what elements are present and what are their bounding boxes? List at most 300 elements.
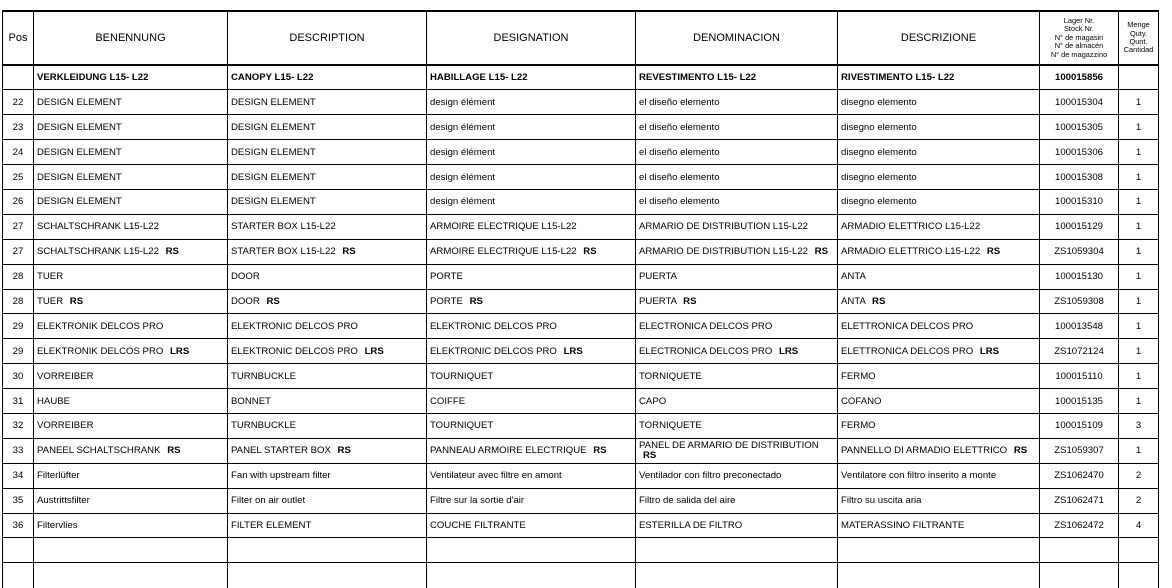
variant-badge: RS [1013, 445, 1028, 457]
cell-text: FERMO [841, 420, 876, 432]
cell-it [838, 513, 1040, 538]
variant-badge: RS [593, 445, 607, 457]
header-benennung: BENENNUNG [34, 11, 228, 65]
cell-text: ELETTRONICA DELCOS PRO [841, 345, 974, 357]
empty-row [3, 538, 1159, 563]
cell-pos: 22 [3, 90, 34, 115]
cell-de [34, 389, 228, 414]
variant-badge: RS [337, 445, 351, 457]
cell-text: design élément [430, 121, 496, 133]
title-pos [3, 65, 34, 90]
cell-text: PANEL DE ARMARIO DE DISTRIBUTION [639, 439, 819, 451]
cell-it [838, 339, 1040, 364]
empty-cell [1119, 538, 1159, 563]
empty-cell [3, 538, 34, 563]
cell-quantity: 1 [1119, 314, 1159, 339]
title-es: REVESTIMENTO L15- L22 [636, 65, 838, 90]
cell-text: SCHALTSCHRANK L15-L22 [37, 246, 159, 258]
cell-text: ELETTRONICA DELCOS PRO [841, 320, 974, 332]
cell-text: el diseño elemento [639, 146, 720, 158]
cell-quantity: 1 [1119, 140, 1159, 165]
cell-es [636, 339, 838, 364]
cell-text: el diseño elemento [639, 196, 720, 208]
cell-it [838, 314, 1040, 339]
empty-cell [3, 563, 34, 588]
cell-quantity: 1 [1119, 364, 1159, 389]
cell-de [34, 488, 228, 513]
cell-it [838, 389, 1040, 414]
cell-fr [427, 513, 636, 538]
cell-text: DESIGN ELEMENT [37, 121, 122, 133]
table-row [3, 389, 1159, 414]
cell-stock-number: ZS1062470 [1040, 463, 1119, 488]
title-en: CANOPY L15- L22 [228, 65, 427, 90]
cell-text: design élément [430, 96, 496, 108]
cell-en [228, 513, 427, 538]
cell-text: ARMARIO DE DISTRIBUTION L15-L22 [639, 245, 808, 257]
variant-badge: LRS [170, 345, 190, 357]
cell-de [34, 115, 228, 140]
cell-fr [427, 364, 636, 389]
variant-badge: RS [814, 245, 828, 257]
cell-en [228, 463, 427, 488]
cell-pos: 27 [3, 239, 34, 264]
cell-en [228, 438, 427, 463]
cell-stock-number: ZS1059304 [1040, 239, 1119, 264]
cell-de [34, 463, 228, 488]
cell-text: TOURNIQUET [430, 420, 494, 432]
cell-text: STARTER BOX L15-L22 [231, 246, 336, 258]
cell-quantity: 1 [1119, 189, 1159, 214]
header-designation: DESIGNATION [427, 11, 636, 65]
cell-text: ARMADIO ELETTRICO L15-L22 [841, 221, 981, 233]
cell-stock-number: ZS1059308 [1040, 289, 1119, 314]
cell-text: DESIGN ELEMENT [231, 121, 316, 133]
cell-text: COUCHE FILTRANTE [430, 519, 526, 531]
cell-fr [427, 339, 636, 364]
cell-pos: 23 [3, 115, 34, 140]
table-row [3, 488, 1159, 513]
cell-fr [427, 488, 636, 513]
cell-text: FILTER ELEMENT [231, 519, 312, 531]
header-qty-line: Qunt. [1129, 37, 1148, 46]
cell-text: ARMOIRE ELECTRIQUE L15-L22 [430, 221, 577, 233]
table-row [3, 90, 1159, 115]
cell-pos: 28 [3, 264, 34, 289]
cell-es [636, 165, 838, 190]
cell-fr [427, 165, 636, 190]
cell-es [636, 389, 838, 414]
header-pos: Pos [3, 11, 34, 65]
cell-pos: 27 [3, 214, 34, 239]
cell-it [838, 264, 1040, 289]
variant-badge: RS [643, 449, 657, 461]
cell-es [636, 189, 838, 214]
cell-fr [427, 115, 636, 140]
cell-text: design élément [430, 146, 496, 158]
cell-text: DESIGN ELEMENT [37, 96, 122, 108]
cell-es [636, 264, 838, 289]
cell-stock-number: 100015129 [1040, 214, 1119, 239]
cell-en [228, 189, 427, 214]
cell-quantity: 1 [1119, 214, 1159, 239]
cell-de [34, 140, 228, 165]
header-qty-line: Menge [1127, 20, 1150, 30]
header-descrizione: DESCRIZIONE [838, 11, 1040, 65]
cell-text: disegno elemento [841, 121, 917, 133]
cell-stock-number: 100015308 [1040, 165, 1119, 190]
cell-es [636, 214, 838, 239]
cell-it [838, 438, 1040, 463]
cell-pos: 24 [3, 140, 34, 165]
table-row [3, 314, 1159, 339]
cell-text: FERMO [841, 370, 876, 382]
cell-de [34, 314, 228, 339]
cell-stock-number: 100015306 [1040, 140, 1119, 165]
cell-it [838, 463, 1040, 488]
parts-table [2, 10, 1159, 588]
cell-text: disegno elemento [841, 96, 917, 108]
cell-text: TORNIQUETE [639, 420, 702, 432]
cell-it [838, 488, 1040, 513]
cell-text: ELEKTRONIC DELCOS PRO [231, 345, 358, 357]
cell-text: ESTERILLA DE FILTRO [639, 519, 743, 531]
cell-text: DESIGN ELEMENT [231, 171, 316, 183]
variant-badge: LRS [364, 345, 384, 357]
header-stock-number [1040, 11, 1119, 65]
header-stock-line: Stock Nr. [1064, 24, 1094, 34]
cell-pos: 31 [3, 389, 34, 414]
cell-de [34, 189, 228, 214]
cell-text: Filtre sur la sortie d'air [430, 495, 525, 507]
cell-en [228, 115, 427, 140]
table-row [3, 289, 1159, 314]
title-qty [1119, 65, 1159, 90]
cell-de [34, 165, 228, 190]
cell-text: Fan with upstream filter [231, 470, 331, 482]
table-row [3, 214, 1159, 239]
variant-badge: RS [342, 246, 356, 258]
cell-text: MATERASSINO FILTRANTE [841, 519, 965, 531]
cell-quantity: 4 [1119, 513, 1159, 538]
cell-pos: 29 [3, 314, 34, 339]
header-row [3, 11, 1159, 65]
empty-cell [427, 563, 636, 588]
cell-stock-number: ZS1062472 [1040, 513, 1119, 538]
cell-fr [427, 90, 636, 115]
cell-text: VORREIBER [37, 370, 94, 382]
cell-text: COFANO [841, 395, 882, 407]
empty-cell [1119, 563, 1159, 588]
cell-fr [427, 189, 636, 214]
variant-badge: RS [469, 295, 483, 307]
cell-de [34, 264, 228, 289]
cell-text: PANNEAU ARMOIRE ELECTRIQUE [430, 445, 587, 457]
cell-pos: 29 [3, 339, 34, 364]
table-row [3, 339, 1159, 364]
cell-text: ELEKTRONIC DELCOS PRO [430, 320, 557, 332]
empty-cell [838, 538, 1040, 563]
cell-pos: 28 [3, 289, 34, 314]
cell-en [228, 239, 427, 264]
cell-es [636, 488, 838, 513]
cell-es [636, 364, 838, 389]
header-quantity [1119, 11, 1159, 65]
cell-en [228, 140, 427, 165]
cell-fr [427, 438, 636, 463]
cell-text: COIFFE [430, 395, 466, 407]
cell-it [838, 239, 1040, 264]
cell-stock-number: 100015305 [1040, 115, 1119, 140]
cell-text: PANNELLO DI ARMADIO ELETTRICO [841, 445, 1008, 457]
table-row [3, 189, 1159, 214]
title-stock: 100015856 [1040, 65, 1119, 90]
cell-quantity: 1 [1119, 165, 1159, 190]
cell-text: ELECTRONICA DELCOS PRO [639, 345, 773, 357]
title-de: VERKLEIDUNG L15- L22 [34, 65, 228, 90]
cell-stock-number: 100015304 [1040, 90, 1119, 115]
cell-quantity: 1 [1119, 264, 1159, 289]
header-stock-line: N° de almacén [1054, 41, 1104, 51]
cell-fr [427, 239, 636, 264]
cell-stock-number: ZS1059307 [1040, 438, 1119, 463]
cell-de [34, 214, 228, 239]
header-qty-line: Cantidad [1123, 45, 1154, 55]
cell-en [228, 90, 427, 115]
cell-text: PANEEL SCHALTSCHRANK [37, 445, 161, 457]
cell-text: DESIGN ELEMENT [37, 196, 122, 208]
empty-cell [34, 538, 228, 563]
cell-quantity: 2 [1119, 488, 1159, 513]
parts-list-sheet [2, 10, 1158, 588]
cell-text: design élément [430, 171, 496, 183]
table-row [3, 513, 1159, 538]
variant-badge: RS [986, 246, 1001, 258]
cell-stock-number: 100015109 [1040, 413, 1119, 438]
cell-text: ARMADIO ELETTRICO L15-L22 [841, 246, 981, 258]
cell-pos: 33 [3, 438, 34, 463]
table-row [3, 115, 1159, 140]
cell-quantity: 1 [1119, 438, 1159, 463]
header-stock-line: N° de magazzino [1050, 49, 1108, 59]
table-row [3, 364, 1159, 389]
cell-quantity: 1 [1119, 239, 1159, 264]
cell-quantity: 2 [1119, 463, 1159, 488]
cell-text: VORREIBER [37, 420, 94, 432]
cell-text: ELEKTRONIC DELCOS PRO [231, 320, 358, 332]
cell-fr [427, 413, 636, 438]
cell-text: el diseño elemento [639, 96, 720, 108]
cell-text: ANTA [841, 271, 866, 283]
cell-en [228, 339, 427, 364]
table-row [3, 463, 1159, 488]
cell-quantity: 1 [1119, 389, 1159, 414]
cell-text: DOOR [231, 271, 260, 283]
cell-de [34, 364, 228, 389]
cell-text: HAUBE [37, 395, 71, 407]
empty-cell [427, 538, 636, 563]
empty-cell [228, 538, 427, 563]
cell-quantity: 1 [1119, 90, 1159, 115]
table-row [3, 438, 1159, 463]
table-row [3, 264, 1159, 289]
cell-text: design élément [430, 196, 496, 208]
empty-row [3, 563, 1159, 588]
cell-es [636, 239, 838, 264]
cell-text: DESIGN ELEMENT [231, 196, 316, 208]
cell-it [838, 90, 1040, 115]
empty-cell [1040, 563, 1119, 588]
cell-stock-number: 100015130 [1040, 264, 1119, 289]
cell-text: ARMOIRE ELECTRIQUE L15-L22 [430, 246, 577, 258]
variant-badge: RS [683, 295, 697, 307]
cell-text: PANEL STARTER BOX [231, 445, 331, 457]
cell-de [34, 90, 228, 115]
cell-de [34, 239, 228, 264]
cell-de [34, 513, 228, 538]
variant-badge: RS [165, 246, 179, 258]
cell-text: Ventilateur avec filtre en amont [430, 470, 562, 482]
cell-text: Filtro de salida del aire [639, 495, 736, 507]
cell-quantity: 1 [1119, 289, 1159, 314]
assembly-title-row [3, 65, 1159, 90]
cell-text: ANTA [841, 295, 866, 307]
cell-en [228, 165, 427, 190]
cell-text: Filtervlies [37, 519, 78, 531]
variant-badge: RS [69, 295, 84, 307]
cell-pos: 25 [3, 165, 34, 190]
header-qty-line: Quty. [1129, 28, 1148, 38]
cell-text: SCHALTSCHRANK L15-L22 [37, 221, 159, 233]
cell-text: ELECTRONICA DELCOS PRO [639, 320, 773, 332]
cell-en [228, 364, 427, 389]
cell-quantity: 3 [1119, 413, 1159, 438]
cell-stock-number: 100013548 [1040, 314, 1119, 339]
cell-es [636, 140, 838, 165]
cell-it [838, 115, 1040, 140]
empty-cell [228, 563, 427, 588]
cell-text: PUERTA [639, 295, 677, 307]
cell-en [228, 488, 427, 513]
cell-pos: 26 [3, 189, 34, 214]
empty-cell [838, 563, 1040, 588]
cell-fr [427, 214, 636, 239]
cell-text: DOOR [231, 295, 260, 307]
header-denominacion: DENOMINACION [636, 11, 838, 65]
cell-text: disegno elemento [841, 171, 917, 183]
cell-text: Ventilatore con filtro inserito a monte [841, 470, 997, 482]
cell-es [636, 115, 838, 140]
cell-it [838, 140, 1040, 165]
table-row [3, 239, 1159, 264]
cell-text: TURNBUCKLE [231, 420, 297, 432]
cell-text: Filterlüfter [37, 470, 80, 482]
cell-text: TORNIQUETE [639, 370, 702, 382]
cell-es [636, 289, 838, 314]
cell-text: TUER [37, 271, 64, 283]
cell-text: DESIGN ELEMENT [37, 146, 122, 158]
cell-de [34, 413, 228, 438]
cell-fr [427, 463, 636, 488]
cell-stock-number: 100015310 [1040, 189, 1119, 214]
cell-quantity: 1 [1119, 115, 1159, 140]
variant-badge: LRS [979, 345, 1000, 357]
cell-text: CAPO [639, 395, 667, 407]
cell-en [228, 413, 427, 438]
cell-text: ELEKTRONIK DELCOS PRO [37, 345, 164, 357]
cell-stock-number: 100015110 [1040, 364, 1119, 389]
cell-de [34, 339, 228, 364]
cell-stock-number: ZS1072124 [1040, 339, 1119, 364]
empty-cell [636, 563, 838, 588]
cell-fr [427, 140, 636, 165]
cell-fr [427, 264, 636, 289]
cell-text: Filter on air outlet [231, 495, 306, 507]
cell-text: PORTE [430, 295, 463, 307]
cell-it [838, 165, 1040, 190]
cell-text: ARMARIO DE DISTRIBUTION L15-L22 [639, 221, 808, 233]
cell-it [838, 214, 1040, 239]
cell-it [838, 289, 1040, 314]
cell-es [636, 413, 838, 438]
cell-text: disegno elemento [841, 196, 917, 208]
cell-fr [427, 314, 636, 339]
variant-badge: RS [872, 295, 886, 307]
empty-cell [1040, 538, 1119, 563]
cell-stock-number: ZS1062471 [1040, 488, 1119, 513]
variant-badge: RS [583, 246, 597, 258]
cell-stock-number: 100015135 [1040, 389, 1119, 414]
variant-badge: LRS [563, 345, 583, 357]
cell-text: PUERTA [639, 271, 678, 283]
variant-badge: RS [167, 445, 181, 457]
cell-text: DESIGN ELEMENT [231, 146, 316, 158]
cell-it [838, 364, 1040, 389]
cell-text: Ventilador con filtro preconectado [639, 470, 782, 482]
cell-text: ELEKTRONIC DELCOS PRO [430, 345, 557, 357]
table-row [3, 413, 1159, 438]
title-fr: HABILLAGE L15- L22 [427, 65, 636, 90]
cell-text: TUER [37, 295, 64, 307]
cell-text: ELEKTRONIK DELCOS PRO [37, 320, 164, 332]
table-row [3, 140, 1159, 165]
cell-pos: 36 [3, 513, 34, 538]
cell-es [636, 463, 838, 488]
cell-es [636, 438, 838, 463]
cell-es [636, 90, 838, 115]
cell-text: STARTER BOX L15-L22 [231, 221, 336, 233]
cell-text: DESIGN ELEMENT [231, 96, 316, 108]
cell-text: Austrittsfilter [37, 495, 90, 507]
cell-text: BONNET [231, 395, 271, 407]
cell-quantity: 1 [1119, 339, 1159, 364]
cell-fr [427, 289, 636, 314]
cell-en [228, 389, 427, 414]
cell-it [838, 189, 1040, 214]
table-row [3, 165, 1159, 190]
cell-pos: 35 [3, 488, 34, 513]
cell-text: PORTE [430, 271, 463, 283]
cell-pos: 34 [3, 463, 34, 488]
cell-en [228, 289, 427, 314]
header-stock-line: Lager Nr. [1063, 15, 1095, 25]
title-it: RIVESTIMENTO L15- L22 [838, 65, 1040, 90]
empty-cell [34, 563, 228, 588]
cell-pos: 32 [3, 413, 34, 438]
cell-text: el diseño elemento [639, 121, 720, 133]
header-description: DESCRIPTION [228, 11, 427, 65]
cell-it [838, 413, 1040, 438]
